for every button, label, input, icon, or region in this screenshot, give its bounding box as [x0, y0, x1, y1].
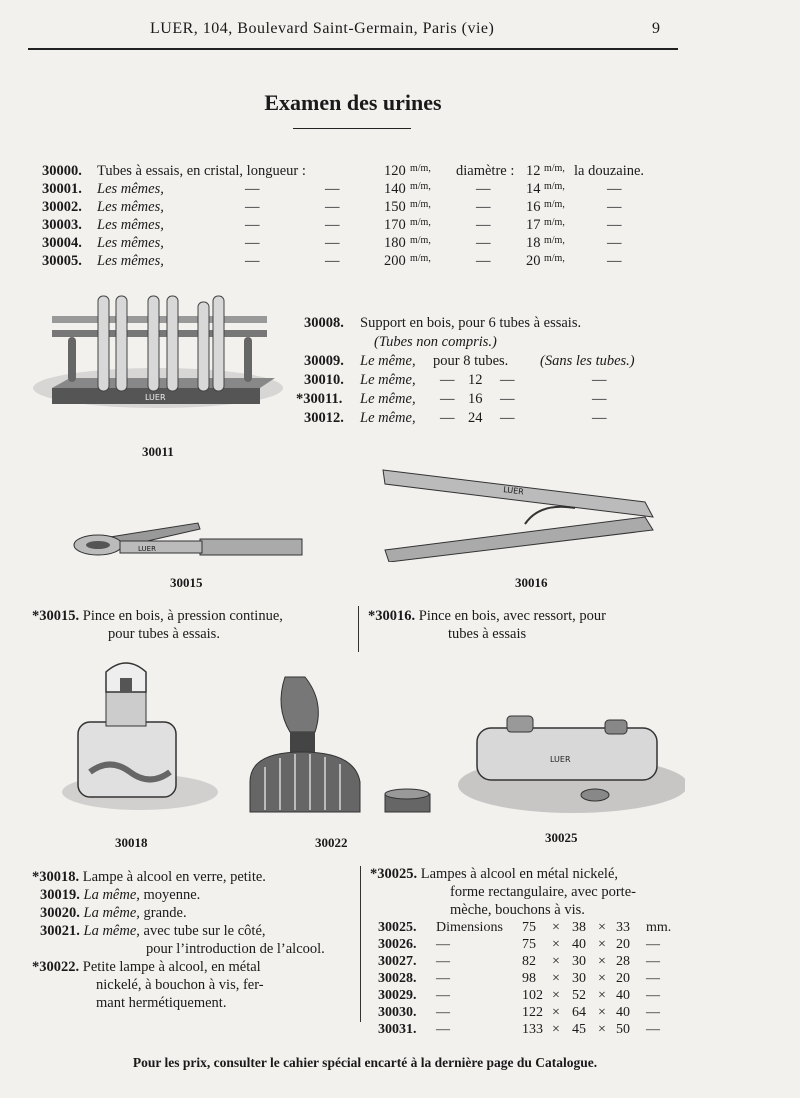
lamps-left-list — [32, 868, 357, 1012]
times: × — [552, 920, 560, 935]
dash: — — [245, 235, 260, 251]
item-code: 30000. — [42, 163, 82, 179]
dim-c: 40 — [616, 988, 630, 1003]
times: × — [552, 988, 560, 1003]
item-text-cont: pour tubes à essais. — [108, 626, 220, 642]
unit: m/m, — [544, 199, 565, 210]
caption-30018: 30018 — [115, 835, 148, 850]
dash: — — [592, 391, 607, 407]
item-text-cont: mèche, bouchons à vis. — [450, 902, 585, 918]
dims-label: Dimensions — [436, 920, 503, 935]
lamps-right-list — [370, 865, 700, 1038]
item-label: Le même, — [360, 410, 416, 426]
times: × — [598, 988, 606, 1003]
dash: — — [245, 181, 260, 197]
item-code: 30025. — [378, 920, 417, 935]
dim-c: 40 — [616, 1005, 630, 1020]
dash: — — [500, 372, 515, 388]
dash: — — [646, 988, 660, 1003]
count-value: 24 — [468, 410, 483, 426]
item-label: Le même, — [360, 391, 416, 407]
dash: — — [440, 410, 455, 426]
times: × — [598, 971, 606, 986]
dimension-row — [370, 936, 700, 953]
unit: m/m, — [544, 235, 565, 246]
dash: — — [440, 372, 455, 388]
item-label: La même, — [83, 923, 140, 939]
lamp-item — [32, 886, 357, 904]
lamp-item — [32, 904, 357, 922]
dash: — — [607, 199, 622, 215]
dim-c: 20 — [616, 971, 630, 986]
item-code: 30005. — [42, 253, 82, 269]
dimension-row — [370, 970, 700, 987]
dash: — — [476, 253, 491, 269]
page-header — [0, 18, 800, 48]
item-text-cont: tubes à essais — [448, 626, 527, 642]
dash: — — [646, 937, 660, 952]
length-value: 140 — [384, 181, 406, 197]
item-code: 30027. — [378, 954, 417, 969]
item-code: 30026. — [378, 937, 417, 952]
dash: — — [325, 199, 340, 215]
item-code: 30012. — [304, 410, 344, 426]
times: × — [598, 937, 606, 952]
test-tube-rack-illustration — [30, 288, 285, 413]
item-label: Les mêmes, — [97, 253, 164, 269]
item-code: 30001. — [42, 181, 82, 197]
dash: — — [325, 217, 340, 233]
dash: — — [592, 410, 607, 426]
times: × — [552, 954, 560, 969]
dash: — — [440, 391, 455, 407]
length-value: 120 — [384, 163, 406, 179]
item-text: moyenne. — [143, 887, 201, 903]
dimension-row — [370, 953, 700, 970]
tongs-logo: LUER — [502, 485, 525, 497]
item-code: 30031. — [378, 1022, 417, 1037]
item-text-cont: mant hermétiquement. — [96, 995, 227, 1011]
dash: — — [436, 937, 450, 952]
unit: m/m, — [544, 217, 565, 228]
unit: m/m, — [544, 163, 565, 174]
dim-a: 98 — [522, 971, 536, 986]
item-code: 30008. — [304, 315, 344, 331]
dim-b: 30 — [572, 954, 586, 969]
rectangular-lamp-illustration — [455, 710, 685, 815]
item-text: Lampe à alcool en verre, petite. — [82, 869, 266, 885]
item-note: (Tubes non compris.) — [374, 334, 497, 350]
dim-b: 52 — [572, 988, 586, 1003]
metal-lamp-illustration — [245, 672, 435, 817]
item-label: Les mêmes, — [97, 217, 164, 233]
dash: — — [607, 235, 622, 251]
length-value: 180 — [384, 235, 406, 251]
dash: — — [476, 181, 491, 197]
lamp-item — [32, 958, 357, 976]
item-code: 30002. — [42, 199, 82, 215]
dimension-row — [370, 987, 700, 1004]
item-note: (Sans les tubes.) — [540, 353, 635, 369]
dash: — — [325, 253, 340, 269]
header-text: LUER, 104, Boulevard Saint-Germain, Paris (vie) — [150, 20, 495, 37]
dimension-row — [370, 1004, 700, 1021]
item-text: avec tube sur le côté, — [143, 923, 266, 939]
item-code: 30009. — [304, 353, 344, 369]
item-text-cont: pour l’introduction de l’alcool. — [146, 941, 325, 957]
caption-30011: 30011 — [142, 444, 174, 459]
unit: m/m, — [544, 181, 565, 192]
dash: — — [607, 181, 622, 197]
item-code: 30019. — [40, 887, 80, 903]
count-value: 16 — [468, 391, 483, 407]
item-code: *30016. — [368, 608, 416, 624]
unit: m/m, — [410, 181, 431, 192]
item-label: Les mêmes, — [97, 181, 164, 197]
caption-30025: 30025 — [545, 830, 578, 845]
dim-a: 122 — [522, 1005, 543, 1020]
spring-tongs-illustration — [375, 462, 660, 562]
title-rule — [293, 128, 411, 129]
dim-c: 20 — [616, 937, 630, 952]
unit: m/m, — [410, 253, 431, 264]
diameter-value: 14 — [526, 181, 541, 197]
diameter-value: 18 — [526, 235, 541, 251]
item-code: *30022. — [32, 959, 80, 975]
item-code: 30028. — [378, 971, 417, 986]
dash: — — [325, 181, 340, 197]
item-label: La même, — [83, 887, 140, 903]
lamp-item — [32, 922, 357, 940]
dash: — — [436, 1022, 450, 1037]
caption-30022: 30022 — [315, 835, 348, 850]
item-code: 30021. — [40, 923, 80, 939]
times: × — [552, 971, 560, 986]
length-value: 170 — [384, 217, 406, 233]
times: × — [598, 1005, 606, 1020]
dash: — — [436, 988, 450, 1003]
times: × — [552, 1005, 560, 1020]
caption-30016: 30016 — [515, 575, 548, 590]
dash: — — [646, 1005, 660, 1020]
dim-c: 50 — [616, 1022, 630, 1037]
pince-left-desc — [32, 607, 357, 643]
pressure-clamp-illustration — [70, 515, 305, 560]
dash: — — [607, 253, 622, 269]
dimension-row — [370, 1021, 700, 1038]
dash: — — [592, 372, 607, 388]
glass-lamp-illustration — [60, 652, 220, 817]
lamp-item — [32, 868, 357, 886]
dash: — — [476, 199, 491, 215]
item-text: grande. — [143, 905, 187, 921]
item-text: Tubes à essais, en cristal, longueur : — [97, 163, 306, 179]
column-divider — [360, 866, 361, 1022]
item-code: 30029. — [378, 988, 417, 1003]
item-code: *30015. — [32, 608, 80, 624]
dash: — — [500, 410, 515, 426]
item-code: *30011. — [296, 391, 343, 407]
dim-c: 33 — [616, 920, 630, 935]
item-code: *30025. — [370, 866, 418, 882]
item-label: Le même, — [360, 353, 416, 369]
caption-30015: 30015 — [170, 575, 203, 590]
page-footer: Pour les prix, consulter le cahier spécial encarté à la dernière page du Catalogue. — [132, 1055, 598, 1070]
dash: — — [607, 217, 622, 233]
item-text: pour 8 tubes. — [433, 353, 509, 369]
item-suffix: la douzaine. — [574, 163, 645, 179]
dash: — — [245, 199, 260, 215]
item-text: Pince en bois, avec ressort, pour — [418, 608, 606, 624]
count-value: 12 — [468, 372, 483, 388]
dim-b: 38 — [572, 920, 586, 935]
item-text: Support en bois, pour 6 tubes à essais. — [360, 315, 582, 331]
dash: — — [476, 235, 491, 251]
item-text-cont: nickelé, à bouchon à vis, fer- — [96, 977, 264, 993]
dim-b: 45 — [572, 1022, 586, 1037]
unit: m/m, — [410, 217, 431, 228]
dash: — — [646, 971, 660, 986]
item-text-cont: forme rectangulaire, avec porte- — [450, 884, 636, 900]
item-code: 30030. — [378, 1005, 417, 1020]
times: × — [598, 954, 606, 969]
dash: — — [646, 954, 660, 969]
item-label: Les mêmes, — [97, 235, 164, 251]
item-code: 30020. — [40, 905, 80, 921]
dim-a: 82 — [522, 954, 536, 969]
dash: — — [245, 217, 260, 233]
dim-a: 75 — [522, 920, 536, 935]
item-label: Le même, — [360, 372, 416, 388]
dash: — — [325, 235, 340, 251]
dash: — — [500, 391, 515, 407]
lamp-logo: LUER — [550, 755, 571, 764]
dash: — — [436, 1005, 450, 1020]
dim-b: 30 — [572, 971, 586, 986]
dim-b: 40 — [572, 937, 586, 952]
dash: — — [245, 253, 260, 269]
dim-c: 28 — [616, 954, 630, 969]
unit: m/m, — [410, 199, 431, 210]
item-code: 30010. — [304, 372, 344, 388]
dim-a: 75 — [522, 937, 536, 952]
dash: — — [436, 954, 450, 969]
unit: m/m, — [410, 235, 431, 246]
dim-a: 133 — [522, 1022, 543, 1037]
unit: mm. — [646, 920, 672, 935]
column-divider — [358, 606, 359, 652]
times: × — [598, 920, 606, 935]
header-rule — [28, 48, 678, 50]
item-code: 30004. — [42, 235, 82, 251]
dimension-row — [370, 919, 700, 936]
page-title: Examen des urines — [264, 90, 442, 115]
clamp-logo: LUER — [138, 545, 156, 553]
length-value: 200 — [384, 253, 406, 269]
times: × — [552, 1022, 560, 1037]
diameter-value: 12 — [526, 163, 541, 179]
times: × — [552, 937, 560, 952]
length-value: 150 — [384, 199, 406, 215]
diameter-value: 17 — [526, 217, 541, 233]
diameter-value: 16 — [526, 199, 541, 215]
diameter-value: 20 — [526, 253, 541, 269]
times: × — [598, 1022, 606, 1037]
dash: — — [436, 971, 450, 986]
pince-right-desc — [368, 607, 698, 643]
item-text: Lampes à alcool en métal nickelé, — [420, 866, 619, 882]
item-text: Petite lampe à alcool, en métal — [82, 959, 261, 975]
item-label: La même, — [83, 905, 140, 921]
unit: m/m, — [544, 253, 565, 264]
item-text: Pince en bois, à pression continue, — [82, 608, 283, 624]
item-code: 30003. — [42, 217, 82, 233]
dim-a: 102 — [522, 988, 543, 1003]
unit: m/m, — [410, 163, 431, 174]
rack-logo: LUER — [145, 393, 166, 402]
page-number: 9 — [652, 20, 660, 37]
dash: — — [476, 217, 491, 233]
dim-b: 64 — [572, 1005, 586, 1020]
item-code: *30018. — [32, 869, 80, 885]
item-label: Les mêmes, — [97, 199, 164, 215]
diameter-label: diamètre : — [456, 163, 515, 179]
dash: — — [646, 1022, 660, 1037]
